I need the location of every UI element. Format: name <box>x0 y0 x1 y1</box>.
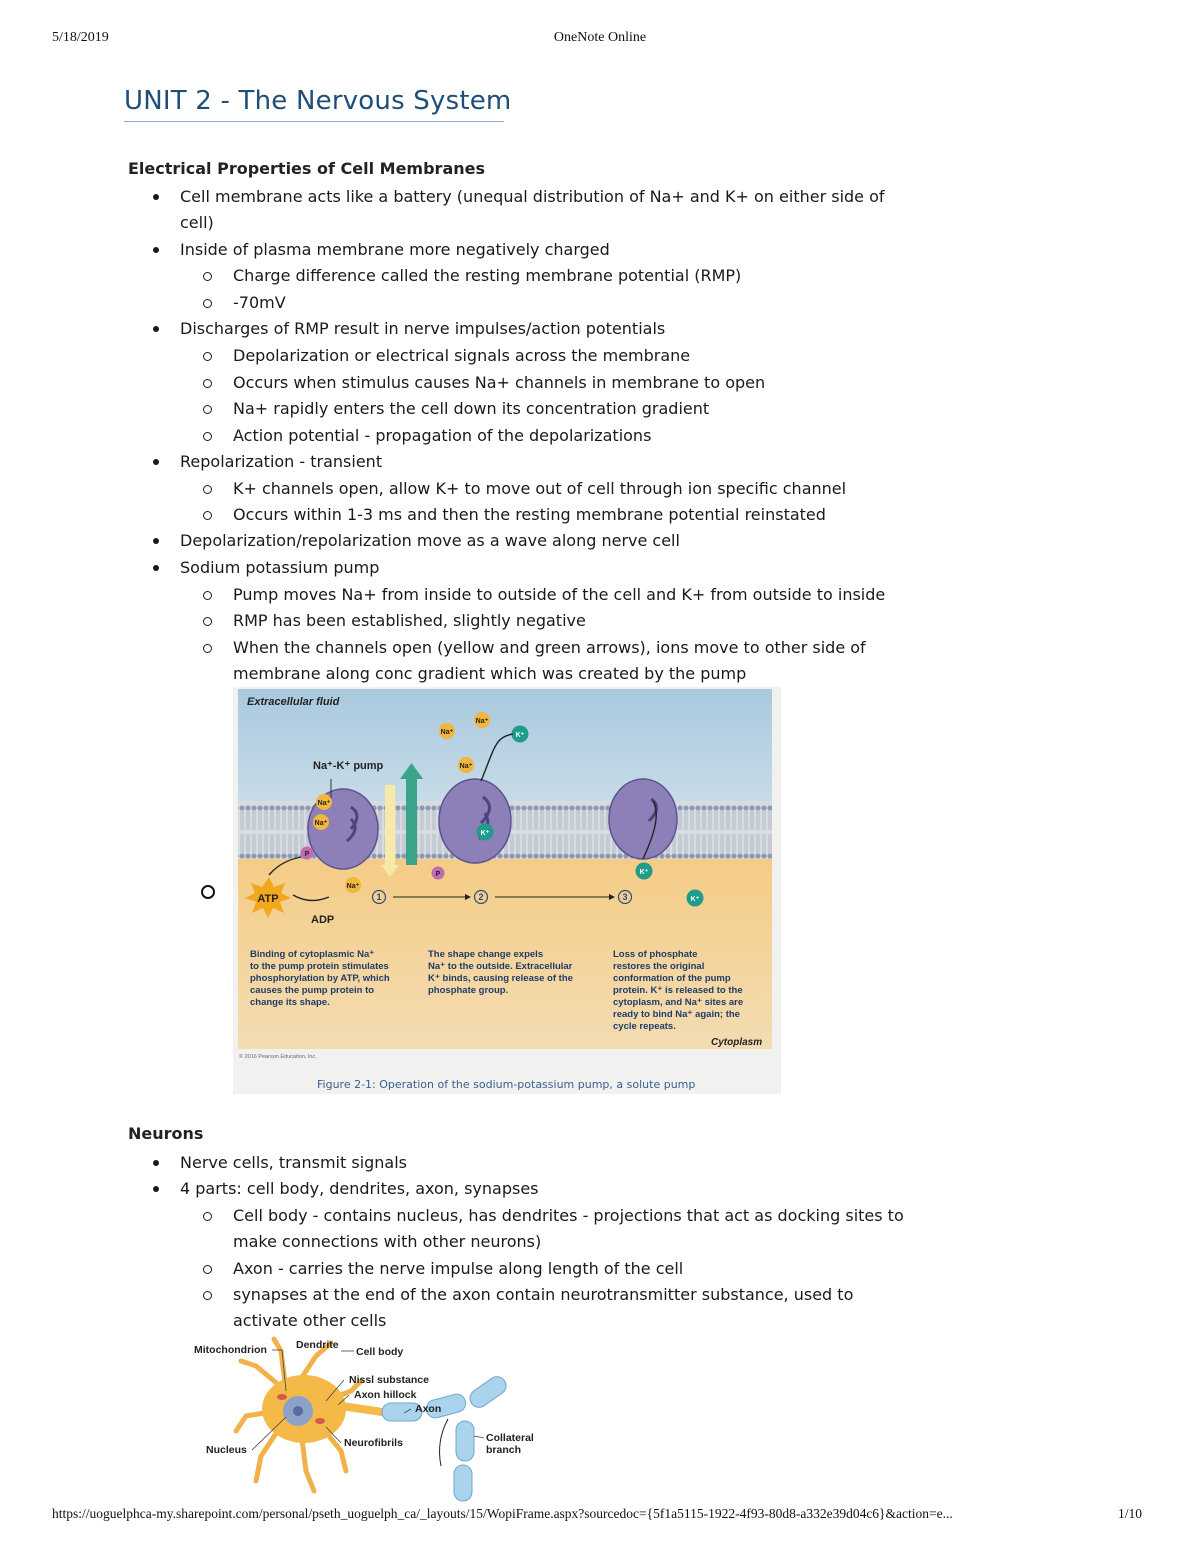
caption-step-2-line: phosphate group. <box>428 985 509 996</box>
sodium-ion-label: Na⁺ <box>459 763 473 770</box>
label-neurofibrils: Neurofibrils <box>344 1437 403 1449</box>
bullet-dot <box>153 247 159 253</box>
sodium-potassium-pump-figure <box>233 687 781 1094</box>
bullet-dot <box>153 1160 159 1166</box>
sub-list-item: Depolarization or electrical signals across the membrane <box>233 346 691 365</box>
figure-bullet-circle <box>201 885 215 899</box>
pump-illustration <box>233 687 781 1094</box>
caption-step-2-line: Na⁺ to the outside. Extracellular <box>428 961 573 972</box>
sub-bullet-circle <box>203 485 212 494</box>
step-number-1: 1 <box>376 892 382 902</box>
label-axon-hillock: Axon hillock <box>354 1389 417 1401</box>
pump-label: Na⁺-K⁺ pump <box>313 760 384 772</box>
title-underline <box>124 121 504 122</box>
sub-bullet-circle <box>203 352 212 361</box>
label-axon: Axon <box>415 1403 442 1415</box>
sub-list-item: Charge difference called the resting membrane potential (RMP) <box>233 266 742 285</box>
figure-caption: Figure 2-1: Operation of the sodium-potassium pump, a solute pump <box>317 1078 696 1091</box>
bullet-dot <box>153 1186 159 1192</box>
sub-list-item: Axon - carries the nerve impulse along length of the cell <box>233 1259 684 1278</box>
print-app-name: OneNote Online <box>553 30 647 45</box>
sub-list-item: When the channels open (yellow and green arrows), ions move to other side of <box>233 638 866 657</box>
sub-bullet-circle <box>203 1212 212 1221</box>
sub-bullet-circle <box>203 1291 212 1300</box>
sub-list-item: Occurs within 1-3 ms and then the resting membrane potential reinstated <box>233 505 826 524</box>
bullet-dot <box>153 538 159 544</box>
neuron-illustration <box>186 1331 698 1503</box>
list-item: Inside of plasma membrane more negatively charged <box>180 240 610 259</box>
label-dendrite: Dendrite <box>296 1339 339 1351</box>
sub-bullet-circle <box>203 1265 212 1274</box>
caption-step-2-line: The shape change expels <box>428 949 544 960</box>
print-url: https://uoguelphca-my.sharepoint.com/personal/pseth_uoguelph_ca/_layouts/15/WopiFrame.aspx?sourcedoc={5f1a5115-1922-4f93-80d8-a332e39d04c6}&action=e... <box>52 1506 953 1521</box>
label-cell-body: Cell body <box>356 1346 404 1358</box>
sub-list-item: RMP has been established, slightly negative <box>233 611 586 630</box>
sub-list-item: Occurs when stimulus causes Na+ channels in membrane to open <box>233 373 766 392</box>
caption-step-3-line: ready to bind Na⁺ again; the <box>613 1009 740 1020</box>
sub-bullet-circle <box>203 405 212 414</box>
sub-list-item: Action potential - propagation of the depolarizations <box>233 426 652 445</box>
step-number-3: 3 <box>622 892 628 902</box>
list-item: Depolarization/repolarization move as a wave along nerve cell <box>180 531 680 550</box>
yellow-arrow-shaft <box>385 785 395 865</box>
potassium-ion-label: K⁺ <box>690 896 700 903</box>
sodium-ion-label: Na⁺ <box>317 800 331 807</box>
list-item: Nerve cells, transmit signals <box>180 1153 408 1172</box>
section-heading-electrical: Electrical Properties of Cell Membranes <box>128 159 485 178</box>
sub-bullet-circle <box>203 511 212 520</box>
caption-step-3-line: conformation of the pump <box>613 973 731 984</box>
pump-protein-2 <box>439 779 511 863</box>
copyright-note: © 2016 Pearson Education, Inc. <box>239 1054 317 1060</box>
caption-step-1-line: causes the pump protein to <box>250 985 375 996</box>
caption-step-3-line: cytoplasm, and Na⁺ sites are <box>613 997 744 1008</box>
neuron-figure <box>186 1331 698 1503</box>
bullet-dot <box>153 565 159 571</box>
potassium-ion-label: K⁺ <box>480 830 490 837</box>
sub-bullet-circle <box>203 299 212 308</box>
list-item: Cell membrane acts like a battery (unequal distribution of Na+ and K+ on either side of <box>180 187 885 206</box>
list-item: Sodium potassium pump <box>180 558 380 577</box>
sub-list-item-continuation: make connections with other neurons) <box>233 1232 542 1251</box>
list-item-continuation: cell) <box>180 213 214 232</box>
bullet-dot <box>153 194 159 200</box>
sub-list-item: -70mV <box>233 293 286 312</box>
atp-label: ATP <box>257 893 279 905</box>
caption-step-3-line: cycle repeats. <box>613 1021 676 1032</box>
section-heading-neurons: Neurons <box>128 1124 204 1143</box>
page-number: 1/10 <box>1118 1506 1143 1521</box>
sub-bullet-circle <box>203 617 212 626</box>
sodium-ion-label: Na⁺ <box>346 883 360 890</box>
sub-bullet-circle <box>203 591 212 600</box>
sub-list-item-continuation: activate other cells <box>233 1311 387 1330</box>
pump-protein-3 <box>609 779 677 859</box>
mitochondrion <box>277 1394 287 1400</box>
page-title: UNIT 2 - The Nervous System <box>124 86 512 116</box>
sodium-ion-label: Na⁺ <box>475 718 489 725</box>
caption-step-3-line: Loss of phosphate <box>613 949 698 960</box>
extracellular-label: Extracellular fluid <box>247 696 340 708</box>
sodium-ion-label: Na⁺ <box>440 729 454 736</box>
sub-bullet-circle <box>203 379 212 388</box>
sub-bullet-circle <box>203 272 212 281</box>
bullet-dot <box>153 459 159 465</box>
potassium-ion-label: K⁺ <box>639 869 649 876</box>
sub-list-item: Na+ rapidly enters the cell down its concentration gradient <box>233 399 710 418</box>
bullet-dot <box>153 326 159 332</box>
label-collateral: Collateral <box>486 1432 534 1444</box>
sub-bullet-circle <box>203 644 212 653</box>
caption-step-1-line: change its shape. <box>250 997 330 1008</box>
caption-step-3-line: restores the original <box>613 961 705 972</box>
sub-list-item: Pump moves Na+ from inside to outside of the cell and K+ from outside to inside <box>233 585 886 604</box>
label-branch: branch <box>486 1444 522 1456</box>
caption-step-2-line: K⁺ binds, causing release of the <box>428 973 573 984</box>
list-item: Discharges of RMP result in nerve impulses/action potentials <box>180 319 666 338</box>
list-item: 4 parts: cell body, dendrites, axon, synapses <box>180 1179 539 1198</box>
green-arrow-shaft <box>406 777 417 865</box>
sub-list-item: K+ channels open, allow K+ to move out of cell through ion specific channel <box>233 479 847 498</box>
sub-list-item: Cell body - contains nucleus, has dendrites - projections that act as docking sites to <box>233 1206 904 1225</box>
sub-list-item-continuation: membrane along conc gradient which was created by the pump <box>233 664 747 683</box>
adp-label: ADP <box>311 914 335 926</box>
label-mitochondrion: Mitochondrion <box>194 1344 267 1356</box>
cytoplasm-label: Cytoplasm <box>711 1037 763 1048</box>
label-nissl-substance: Nissl substance <box>349 1374 429 1386</box>
phosphate-label: P <box>435 871 441 878</box>
potassium-ion-label: K⁺ <box>515 732 525 739</box>
caption-step-1-line: Binding of cytoplasmic Na⁺ <box>250 949 375 960</box>
phosphate-label: P <box>304 851 310 858</box>
caption-step-3-line: protein. K⁺ is released to the <box>613 985 743 996</box>
sub-bullet-circle <box>203 432 212 441</box>
sub-list-item: synapses at the end of the axon contain neurotransmitter substance, used to <box>233 1285 854 1304</box>
list-item: Repolarization - transient <box>180 452 383 471</box>
label-nucleus: Nucleus <box>206 1444 247 1456</box>
sodium-ion-label: Na⁺ <box>314 820 328 827</box>
caption-step-1-line: phosphorylation by ATP, which <box>250 973 390 984</box>
print-date: 5/18/2019 <box>52 30 109 45</box>
step-number-2: 2 <box>478 892 484 902</box>
caption-step-1-line: to the pump protein stimulates <box>250 961 389 972</box>
